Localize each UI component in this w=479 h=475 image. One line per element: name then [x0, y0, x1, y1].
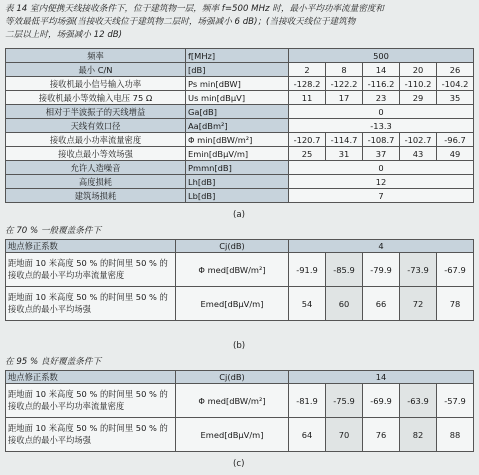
- value-cell: 2: [289, 63, 326, 77]
- value-cell: 66: [363, 287, 400, 321]
- unit-cell: Ga[dB]: [186, 105, 289, 119]
- caption-line-2: 等效最低平均场强(当接收天线位于建筑物二层时，场强减小 6 dB)；(当接收天线位于建筑物: [5, 17, 356, 27]
- value-cell: 0: [289, 105, 474, 119]
- unit-cell: Pmmn[dB]: [186, 161, 289, 175]
- table-row: [6, 253, 474, 287]
- value-cell: -75.9: [326, 384, 363, 418]
- param-cell: 接收机最小信号输入功率: [6, 77, 186, 91]
- value-cell: 35: [437, 91, 474, 105]
- table-row: [6, 240, 474, 253]
- value-cell: 500: [289, 49, 474, 63]
- value-cell: -120.7: [289, 133, 326, 147]
- value-cell: 25: [289, 147, 326, 161]
- table-a: [5, 48, 474, 203]
- param-cell: 距地面 10 米高度 50 % 的时间里 50 % 的接收点的最小平均功率流量密度: [6, 253, 176, 287]
- unit-cell: Lb[dB]: [186, 189, 289, 203]
- value-cell: 7: [289, 189, 474, 203]
- value-cell: -122.2: [326, 77, 363, 91]
- value-cell: -73.9: [400, 253, 437, 287]
- table-b: [5, 239, 474, 321]
- value-cell: -13.3: [289, 119, 474, 133]
- table-row: [6, 63, 474, 77]
- unit-cell: Φ min[dBW/m²]: [186, 133, 289, 147]
- unit-cell: Lh[dB]: [186, 175, 289, 189]
- unit-cell: Ps min[dBW]: [186, 77, 289, 91]
- table-row: [6, 77, 474, 91]
- value-cell: 12: [289, 175, 474, 189]
- value-cell: 29: [400, 91, 437, 105]
- table-row: [6, 384, 474, 418]
- value-cell: 54: [289, 287, 326, 321]
- value-cell: -63.9: [400, 384, 437, 418]
- param-cell: 接收机最小等效输入电压 75 Ω: [6, 91, 186, 105]
- table-row: [6, 91, 474, 105]
- value-cell: 49: [437, 147, 474, 161]
- table-row: [6, 49, 474, 63]
- value-cell: -96.7: [437, 133, 474, 147]
- table-row: [6, 371, 474, 384]
- value-cell: 37: [363, 147, 400, 161]
- value-cell: 20: [400, 63, 437, 77]
- value-cell: 88: [437, 418, 474, 452]
- value-cell: -67.9: [437, 253, 474, 287]
- value-cell: 14: [363, 63, 400, 77]
- value-cell: -102.7: [400, 133, 437, 147]
- panel-label-a: (a): [233, 210, 245, 220]
- table-row: [6, 133, 474, 147]
- unit-cell: Cj(dB): [176, 240, 289, 253]
- value-cell: 11: [289, 91, 326, 105]
- table-row: [6, 418, 474, 452]
- param-cell: 接收点最小等效场强: [6, 147, 186, 161]
- table-row: [6, 147, 474, 161]
- unit-cell: Aa[dBm²]: [186, 119, 289, 133]
- value-cell: -108.7: [363, 133, 400, 147]
- value-cell: 64: [289, 418, 326, 452]
- value-cell: 8: [326, 63, 363, 77]
- unit-cell: [dB]: [186, 63, 289, 77]
- unit-cell: f[MHz]: [186, 49, 289, 63]
- param-cell: 接收点最小功率流量密度: [6, 133, 186, 147]
- value-cell: 82: [400, 418, 437, 452]
- value-cell: -85.9: [326, 253, 363, 287]
- value-cell: -116.2: [363, 77, 400, 91]
- param-cell: 建筑场损耗: [6, 189, 186, 203]
- panel-label-b: (b): [233, 341, 246, 351]
- value-cell: -104.2: [437, 77, 474, 91]
- param-cell: 距地面 10 米高度 50 % 的时间里 50 % 的接收点的最小平均功率流量密度: [6, 384, 176, 418]
- table-c: [5, 370, 474, 452]
- value-cell: -69.9: [363, 384, 400, 418]
- param-cell: 频率: [6, 49, 186, 63]
- param-cell: 允许人造噪音: [6, 161, 186, 175]
- panel-label-c: (c): [233, 459, 245, 469]
- param-cell: 天线有效口径: [6, 119, 186, 133]
- unit-cell: Us min[dBμV]: [186, 91, 289, 105]
- table-row: [6, 287, 474, 321]
- param-cell: 最小 C/N: [6, 63, 186, 77]
- value-cell: -114.7: [326, 133, 363, 147]
- table-row: [6, 119, 474, 133]
- value-cell: 14: [289, 371, 474, 384]
- unit-cell: Emed[dBμV/m]: [176, 287, 289, 321]
- caption-line-3: 二层以上时，场强减小 12 dB): [5, 30, 123, 40]
- param-cell: 地点修正系数: [6, 371, 176, 384]
- value-cell: 76: [363, 418, 400, 452]
- value-cell: 0: [289, 161, 474, 175]
- param-cell: 相对于半波振子的天线增益: [6, 105, 186, 119]
- value-cell: 60: [326, 287, 363, 321]
- value-cell: 26: [437, 63, 474, 77]
- param-cell: 距地面 10 米高度 50 % 的时间里 50 % 的接收点的最小平均场强: [6, 287, 176, 321]
- param-cell: 距地面 10 米高度 50 % 的时间里 50 % 的接收点的最小平均场强: [6, 418, 176, 452]
- table-row: [6, 105, 474, 119]
- value-cell: -110.2: [400, 77, 437, 91]
- value-cell: 43: [400, 147, 437, 161]
- param-cell: 高度损耗: [6, 175, 186, 189]
- table-row: [6, 175, 474, 189]
- unit-cell: Emed[dBμV/m]: [176, 418, 289, 452]
- value-cell: -79.9: [363, 253, 400, 287]
- section-title-b: 在 70 % 一般覆盖条件下: [5, 226, 102, 236]
- value-cell: -57.9: [437, 384, 474, 418]
- value-cell: -128.2: [289, 77, 326, 91]
- value-cell: 78: [437, 287, 474, 321]
- unit-cell: Cj(dB): [176, 371, 289, 384]
- value-cell: 72: [400, 287, 437, 321]
- table-row: [6, 189, 474, 203]
- value-cell: 23: [363, 91, 400, 105]
- value-cell: 4: [289, 240, 474, 253]
- caption-line-1: 表 14 室内便携天线接收条件下，位于建筑物一层，频率 f=500 MHz 时，最小平均功率流量密度和: [5, 4, 384, 14]
- value-cell: -91.9: [289, 253, 326, 287]
- unit-cell: Emin[dBμV/m]: [186, 147, 289, 161]
- section-title-c: 在 95 % 良好覆盖条件下: [5, 357, 102, 367]
- value-cell: -81.9: [289, 384, 326, 418]
- unit-cell: Φ med[dBW/m²]: [176, 384, 289, 418]
- table-caption: [5, 3, 475, 42]
- value-cell: 17: [326, 91, 363, 105]
- unit-cell: Φ med[dBW/m²]: [176, 253, 289, 287]
- value-cell: 31: [326, 147, 363, 161]
- value-cell: 70: [326, 418, 363, 452]
- table-row: [6, 161, 474, 175]
- param-cell: 地点修正系数: [6, 240, 176, 253]
